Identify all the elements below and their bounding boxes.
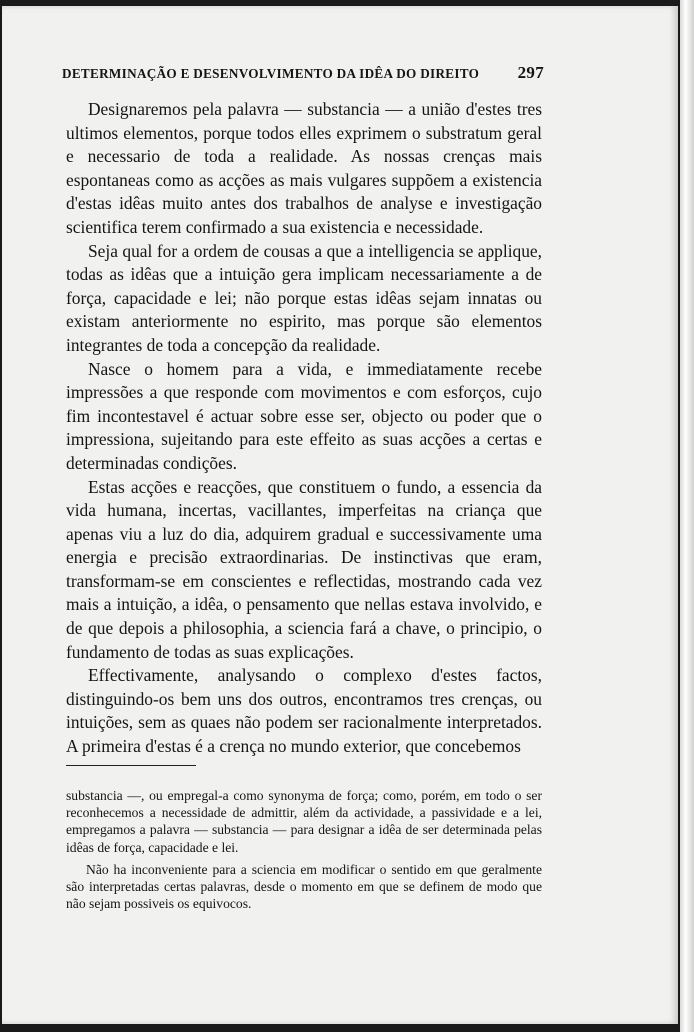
paragraph: Estas acções e reacções, que constituem o fundo, a essencia da vida humana, incertas, vacillantes, imperfeitas na criança que apenas viu a luz do dia, adquirem gradual e successivamente uma energia e precisão extraordinarias. De instinctivas que eram, transformam-se em conscientes e reflectidas, mostrando cada vez mais a intuição, a idêa, o pensamento que nellas estava involvido, e de que depois a philosophia, a sciencia fará a chave, o principio, o fundamento de todas as suas explicações. [66, 476, 542, 662]
footnote-divider [66, 765, 196, 766]
paragraph: Effectivamente, analysando o complexo d'estes factos, distinguindo-os bem uns dos outros, encontramos tres crenças, ou intuições, sem as quaes não podem ser racionalmente interpretados. A primeira d'estas é a crença no mundo exterior, que concebemos [66, 665, 542, 757]
paragraph: Seja qual for a ordem de cousas a que a intelligencia se applique, todas as idêas que a intuição gera implicam necessariamente a de força, capacidade e lei; não porque estas idêas sejam innatas ou existam anteriormente no espirito, mas porque são elementos integrantes de toda a concepção da realidade. [66, 240, 542, 355]
paragraph: Designaremos pela palavra — substancia — a união d'estes tres ultimos elementos, porque todos elles exprimem o substratum geral e necessario de toda a realidade. As nossas crenças mais espontaneas como as acções as mais vulgares suppõem a existencia d'estas idêas muito antes dos trabalhos de analyse e investigação scientifica terem confirmado a sua existencia e necessidade. [66, 99, 542, 237]
footnote: substancia —, ou empregal-a como synonyma de força; como, porém, em todo o ser reconhecemos a necessidade de admittir, além da actividade, a passividade e a lei, empregamos a palavra — substancia — para designar a idêa de ser determinada pelas idêas de força, capacidade e lei. [66, 788, 542, 855]
paragraph: Nasce o homem para a vida, e immediatamente recebe impressões a que responde com movimentos e com esforços, cujo fim incontestavel é actuar sobre esse ser, objecto ou poder que o impressiona, sujeitando para este effeito as suas acções a certas e determinadas condições. [66, 358, 542, 473]
main-text [66, 98, 542, 759]
page-edge [680, 0, 694, 1032]
footnotes [66, 787, 542, 917]
page-number: 297 [517, 63, 544, 82]
running-head [62, 63, 544, 82]
running-head-title: DETERMINAÇÃO E DESENVOLVIMENTO DA IDÊA DO DIREITO [62, 66, 480, 81]
footnote: Não ha inconveniente para a sciencia em modificar o sentido em que geralmente são interpretadas certas palavras, desde o momento em que se definem de modo que não sejam possiveis os equivocos. [66, 861, 542, 912]
